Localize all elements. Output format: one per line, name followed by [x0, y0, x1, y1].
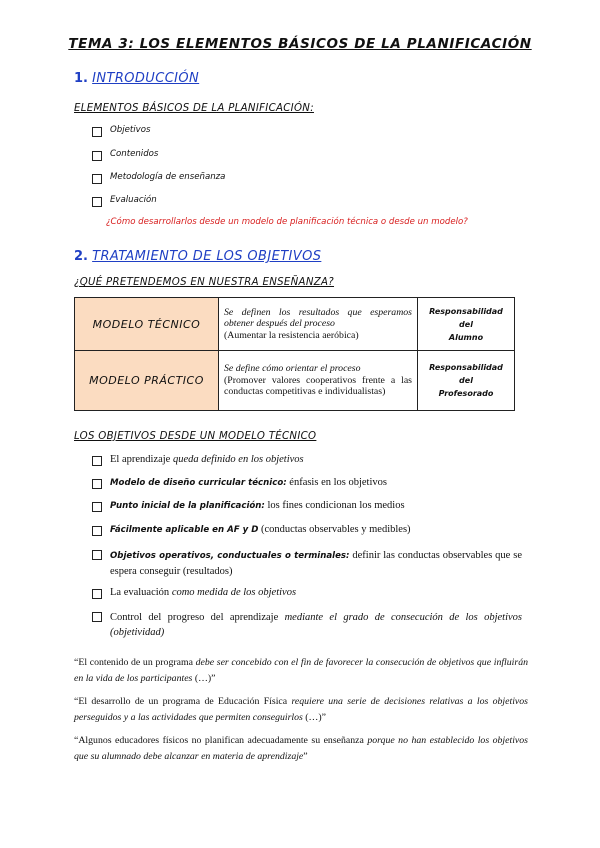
- checklist-item: Fácilmente aplicable en AF y D (conductas observables y medibles): [92, 524, 522, 536]
- section-number: 2.: [74, 249, 88, 264]
- checklist-item: El aprendizaje queda definido en los objetivos: [92, 454, 522, 466]
- checkbox-icon: [92, 127, 102, 137]
- objetivos-heading: LOS OBJETIVOS DESDE UN MODELO TÉCNICO: [74, 431, 317, 442]
- quote-paragraph: “El contenido de un programa debe ser concebido con el fin de favorecer la consecución de objetivos que influirán en la vida de los participantes (…)”: [74, 657, 529, 684]
- quote-paragraph: “El desarrollo de un programa de Educación Física requiere una serie de decisiones relativas a los objetivos perseguidos y a las actividades que permiten conseguirlos (…)”: [74, 696, 528, 723]
- checklist-item: Control del progreso del aprendizaje mediante el grado de consecución de los objetivos (objetividad): [92, 610, 522, 640]
- model-description: Se define cómo orientar el proceso (Promover valores cooperativos frente a las conductas competitivas e individualistas): [219, 351, 418, 411]
- model-responsibility: Responsabilidad del Alumno: [418, 298, 515, 351]
- section-label: TRATAMIENTO DE LOS OBJETIVOS: [92, 249, 322, 264]
- checkbox-icon: [92, 174, 102, 184]
- checklist-item: Objetivos: [92, 125, 150, 137]
- pretendemos-heading: ¿QUÉ PRETENDEMOS EN NUESTRA ENSEÑANZA?: [74, 277, 335, 288]
- model-name: MODELO PRÁCTICO: [75, 351, 219, 411]
- model-description: Se definen los resultados que esperamos obtener después del proceso (Aumentar la resistencia aeróbica): [219, 298, 418, 351]
- model-name: MODELO TÉCNICO: [75, 298, 219, 351]
- quote-paragraph: “Algunos educadores físicos no planifican adecuadamente su enseñanza porque no han establecido los objetivos que su alumnado debe alcanzar en materia de aprendizaje”: [74, 735, 528, 762]
- checkbox-icon: [92, 589, 102, 599]
- checklist-item: Contenidos: [92, 149, 158, 161]
- checkbox-icon: [92, 526, 102, 536]
- checkbox-icon: [92, 550, 102, 560]
- section-number: 1.: [74, 71, 88, 86]
- checkbox-icon: [92, 456, 102, 466]
- section-label: INTRODUCCIÓN: [92, 71, 200, 86]
- models-table: [74, 297, 515, 411]
- page-title: TEMA 3: LOS ELEMENTOS BÁSICOS DE LA PLANIFICACIÓN: [68, 36, 532, 52]
- checkbox-icon: [92, 151, 102, 161]
- checklist-item: Metodología de enseñanza: [92, 172, 225, 184]
- checklist-item: Punto inicial de la planificación: los fines condicionan los medios: [92, 500, 522, 512]
- checkbox-icon: [92, 502, 102, 512]
- checklist-item: Evaluación: [92, 195, 157, 207]
- table-row: [75, 298, 515, 351]
- checklist-item: Objetivos operativos, conductuales o terminales: definir las conductas observables que se espera conseguir (resultados): [92, 548, 522, 579]
- checklist-item: Modelo de diseño curricular técnico: énfasis en los objetivos: [92, 477, 522, 489]
- checkbox-icon: [92, 197, 102, 207]
- table-row: [75, 351, 515, 411]
- section-introduccion: [74, 71, 199, 86]
- planning-question: ¿Cómo desarrollarlos desde un modelo de planificación técnica o desde un modelo?: [106, 217, 468, 227]
- section-tratamiento: [74, 249, 321, 264]
- checklist-item: La evaluación como medida de los objetivos: [92, 587, 522, 599]
- checkbox-icon: [92, 479, 102, 489]
- model-responsibility: Responsabilidad del Profesorado: [418, 351, 515, 411]
- elementos-heading: ELEMENTOS BÁSICOS DE LA PLANIFICACIÓN:: [74, 103, 314, 114]
- checkbox-icon: [92, 612, 102, 622]
